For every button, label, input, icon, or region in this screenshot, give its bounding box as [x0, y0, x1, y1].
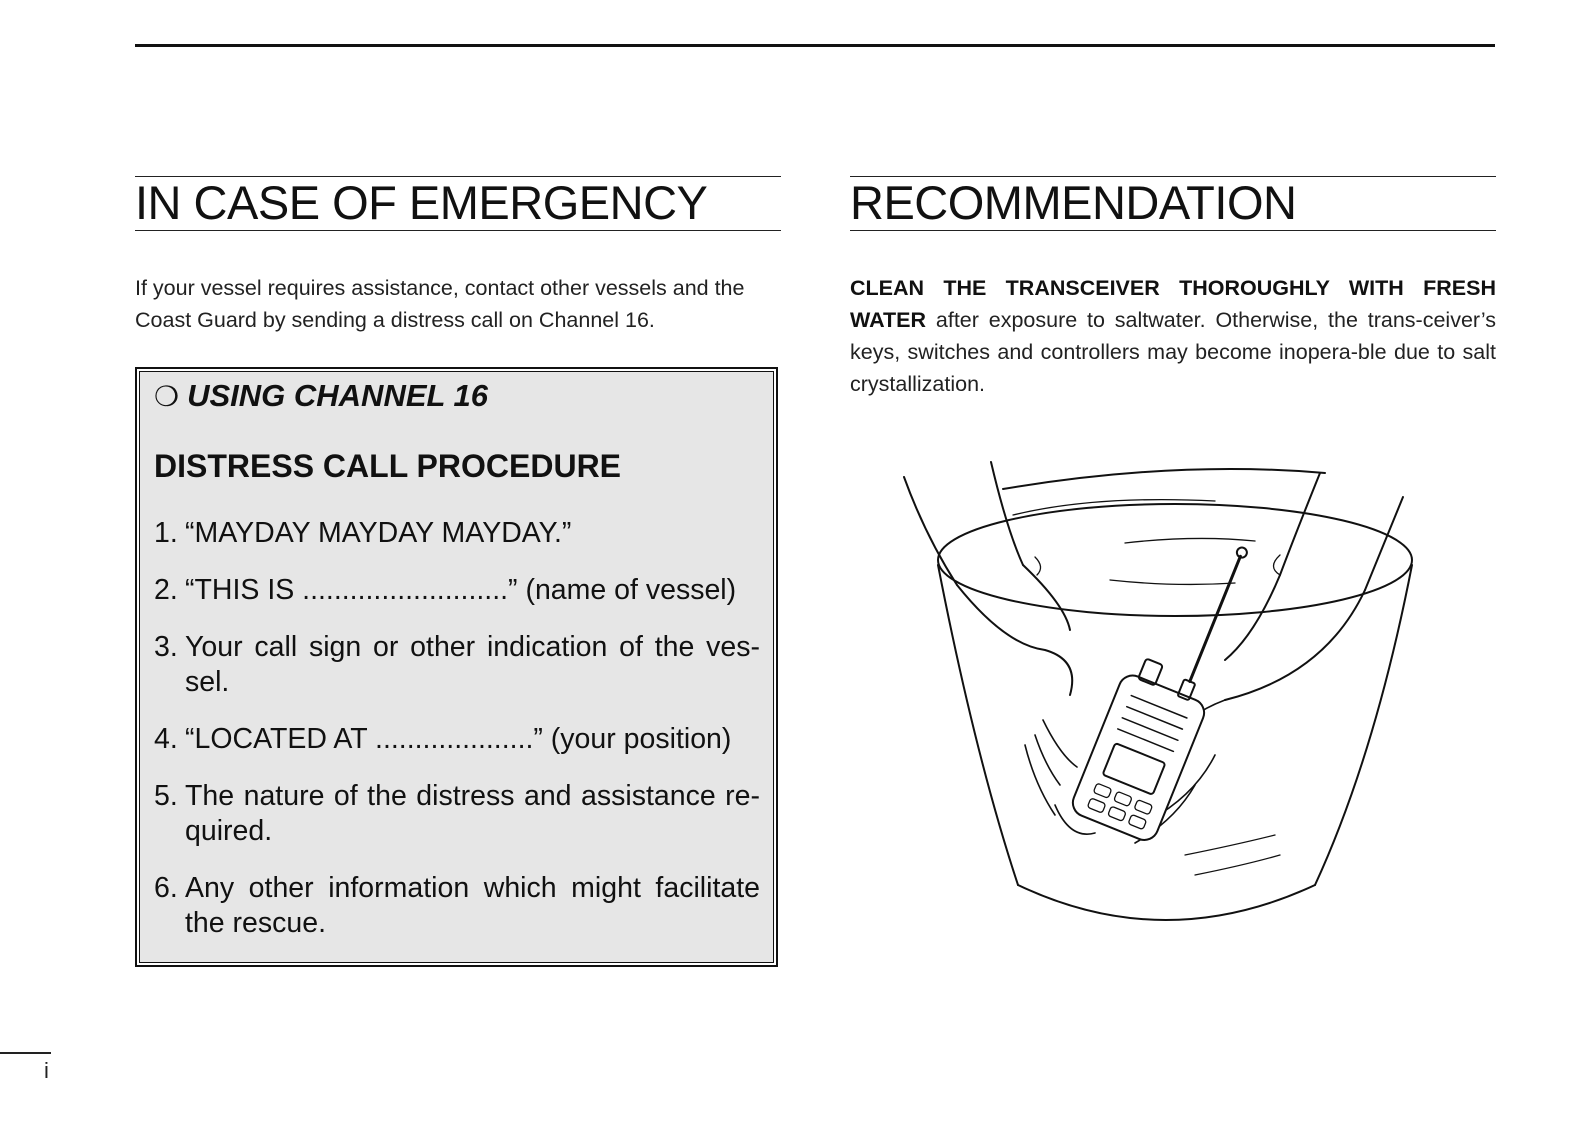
- emergency-section: [135, 176, 781, 332]
- step-number: 3.: [154, 631, 178, 663]
- page-number-rule: [0, 1052, 51, 1054]
- emergency-intro: If your vessel requires assistance, contact other vessels and the Coast Guard by sending a distress call on Channel 16.: [135, 276, 745, 332]
- step-number: 5.: [154, 780, 178, 812]
- hands-rinsing-radio-in-bucket-icon: [895, 455, 1455, 945]
- circle-bullet-icon: ❍: [154, 381, 180, 412]
- box-title-text: USING CHANNEL 16: [187, 378, 488, 413]
- step-number: 4.: [154, 723, 178, 755]
- recommendation-bold: CLEAN THE TRANSCEIVER THOROUGHLY WITH FRESH WATER: [850, 276, 1496, 332]
- emergency-heading: IN CASE OF EMERGENCY: [135, 176, 708, 229]
- step-text: “THIS IS ..........................” (name of vessel): [185, 574, 737, 606]
- step-number: 1.: [154, 517, 178, 549]
- step-item: [154, 516, 760, 551]
- page-number: i: [44, 1058, 49, 1083]
- box-subtitle: DISTRESS CALL PROCEDURE: [154, 448, 622, 484]
- channel-16-box-inner: [139, 371, 774, 963]
- top-rule: [135, 44, 1495, 47]
- step-text: “LOCATED AT ....................” (your position): [185, 723, 732, 755]
- step-text: The nature of the distress and assistance re-quired.: [185, 780, 760, 847]
- box-title: [154, 378, 488, 415]
- recommendation-section: [850, 176, 1496, 396]
- step-text: Any other information which might facilitate the rescue.: [185, 872, 760, 939]
- recommendation-heading-block: [850, 176, 1496, 231]
- emergency-heading-block: [135, 176, 781, 231]
- step-item: [154, 779, 760, 849]
- channel-16-box: [135, 367, 778, 967]
- step-text: “MAYDAY MAYDAY MAYDAY.”: [185, 517, 572, 549]
- step-item: [154, 871, 760, 941]
- step-item: [154, 722, 760, 757]
- step-item: [154, 573, 760, 608]
- step-item: [154, 630, 760, 700]
- step-number: 6.: [154, 872, 178, 904]
- distress-steps: [154, 516, 760, 963]
- recommendation-text: [850, 272, 1496, 400]
- recommendation-body: after exposure to saltwater. Otherwise, the trans-ceiver’s keys, switches and controllers may become inopera-ble due to salt crystallization.: [850, 308, 1496, 396]
- step-number: 2.: [154, 574, 178, 606]
- step-text: Your call sign or other indication of the ves-sel.: [185, 631, 760, 698]
- recommendation-heading: RECOMMENDATION: [850, 176, 1297, 229]
